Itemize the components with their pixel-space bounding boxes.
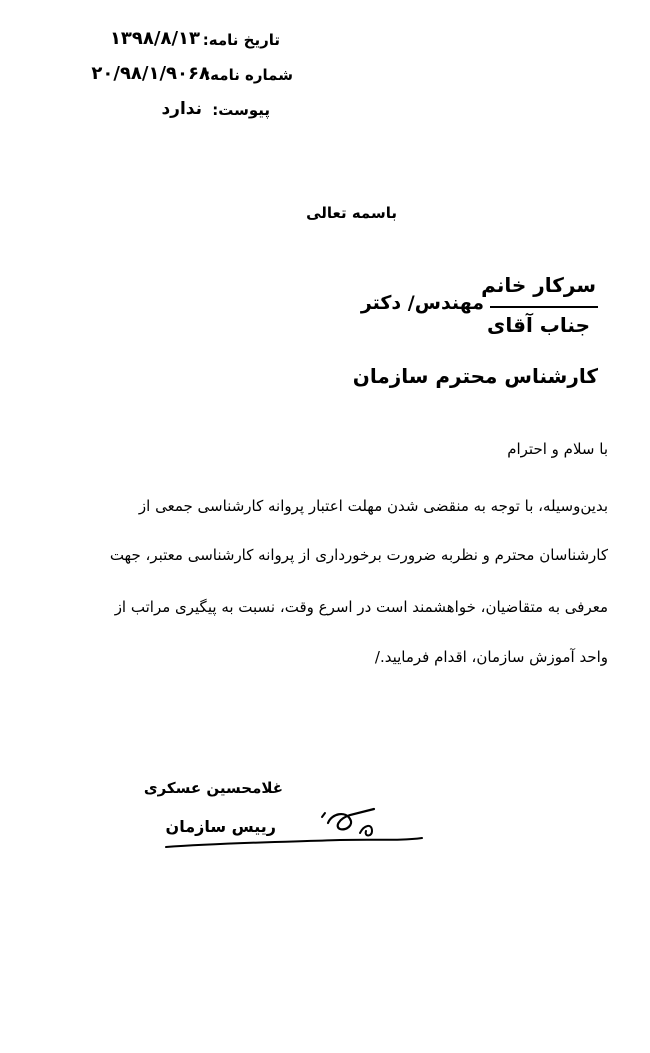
addressee-divider [490, 306, 598, 308]
attachment-value: ندارد [161, 99, 202, 119]
addressee-rank: مهندس/ دکتر [360, 292, 484, 314]
body-line-3: معرفی به متقاضیان، خواهشمند است در اسرع وقت، نسبت به پیگیری مراتب از [114, 598, 608, 616]
signatory-name: غلامحسین عسکری [143, 779, 283, 797]
body-line-2: کارشناسان محترم و نظربه ضرورت برخورداری از پروانه کارشناسی معتبر، جهت [109, 546, 608, 564]
body-line-1: بدین‌وسیله، با توجه به منقضی شدن مهلت اعتبار پروانه کارشناسی جمعی از [138, 497, 608, 515]
greeting: با سلام و احترام [507, 440, 608, 458]
addressee-role: کارشناس محترم سازمان [352, 364, 598, 388]
letter-date-label: تاریخ نامه: [202, 31, 280, 49]
letter-number-label: شماره نامه: [204, 66, 293, 84]
addressee-title-female: سرکار خانم [481, 273, 596, 297]
invocation: باسمه تعالی [306, 204, 397, 222]
letter-date-value: ۱۳۹۸/۸/۱۳ [109, 28, 200, 49]
signatory-title: رییس سازمان [165, 817, 276, 836]
addressee-title-male: جناب آقای [487, 313, 590, 337]
attachment-label: پیوست: [212, 101, 270, 119]
letter-number-value: ۲۰/۹۸/۱/۹۰۶۸ [91, 63, 210, 84]
body-line-4: واحد آموزش سازمان، اقدام فرمایید./ [374, 648, 608, 666]
